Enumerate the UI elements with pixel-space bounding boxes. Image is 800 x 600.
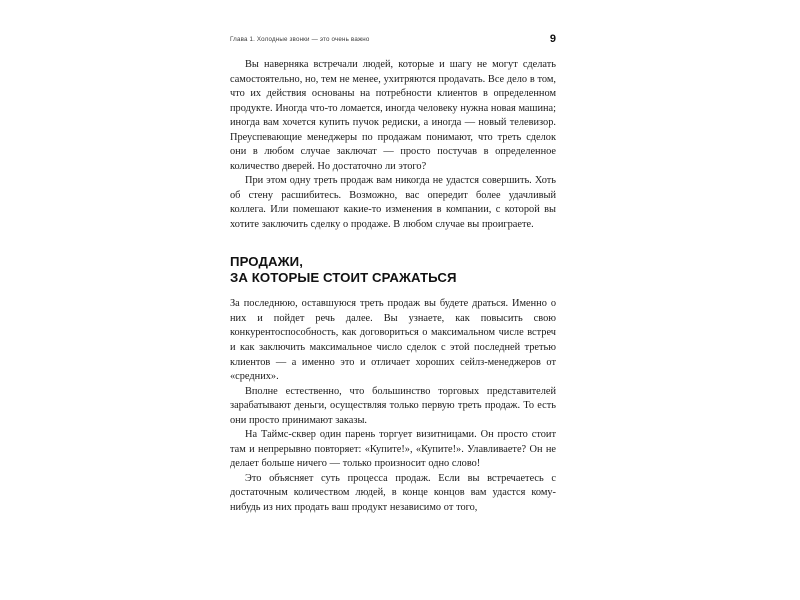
paragraph: Вполне естественно, что большинство торговых представителей зарабатывают деньги, осуществляя только первую треть продаж. То есть они просто принимают заказы. [230, 385, 556, 426]
paragraph: Это объясняет суть процесса продаж. Если вы встречаетесь с достаточным количеством людей, в конце концов вам удастся кому-нибудь из них продать ваш продукт независимо от того, [230, 472, 556, 514]
running-head [230, 33, 556, 44]
running-head-title: Глава 1. Холодные звонки — это очень важно [230, 36, 370, 43]
page-number: 9 [549, 33, 556, 45]
paragraph: За последнюю, оставшуюся треть продаж вы будете драться. Именно о них и пойдет речь далее. Вы узнаете, как повысить свою конкурентоспособность, как договориться о максимальном числе встреч и как заключить максимальное число сделок с этой последней третью клиентов — а именно это и отличает хороших сейлз-менеджеров от «средних». [230, 298, 556, 383]
section-heading-block [230, 233, 556, 298]
paragraph: На Таймс-сквер один парень торгует визитницами. Он просто стоит там и непрерывно повторяет: «Купите!», «Купите!». Улавливаете? Он не делает больше ничего — только произносит одно слово! [230, 429, 556, 470]
paragraph: Вы наверняка встречали людей, которые и шагу не могут сделать самостоятельно, но, тем не менее, ухитряются продаvать. Все дело в том, что их действия основаны на потребности клиентов в определенном продукте. Иногда что-то ломается, иногда человеку нужна новая машина; иногда вам хочется купить пучок редиски, а иногда — новый телевизор. Преуспевающие менеджеры по продажам понимают, что треть сделок они в любом случае заключат — просто постучав в определенное количество дверей. Но достаточно ли этого? [230, 59, 557, 172]
section-heading-line-2: ЗА КОТОРЫЕ СТОИТ СРАЖАТЬСЯ [230, 269, 457, 285]
section-heading-line-1: ПРОДАЖИ, [230, 253, 303, 269]
paragraph: При этом одну треть продаж вам никогда не удастся совершить. Хоть об стену расшибитесь. Возможно, вас опередит более удачливый коллега. Или помешают какие-то изменения в компании, с которой вы хотите заключить сделку о продаже. В любом случае вы проиграете. [230, 175, 556, 231]
text-block [230, 58, 556, 516]
